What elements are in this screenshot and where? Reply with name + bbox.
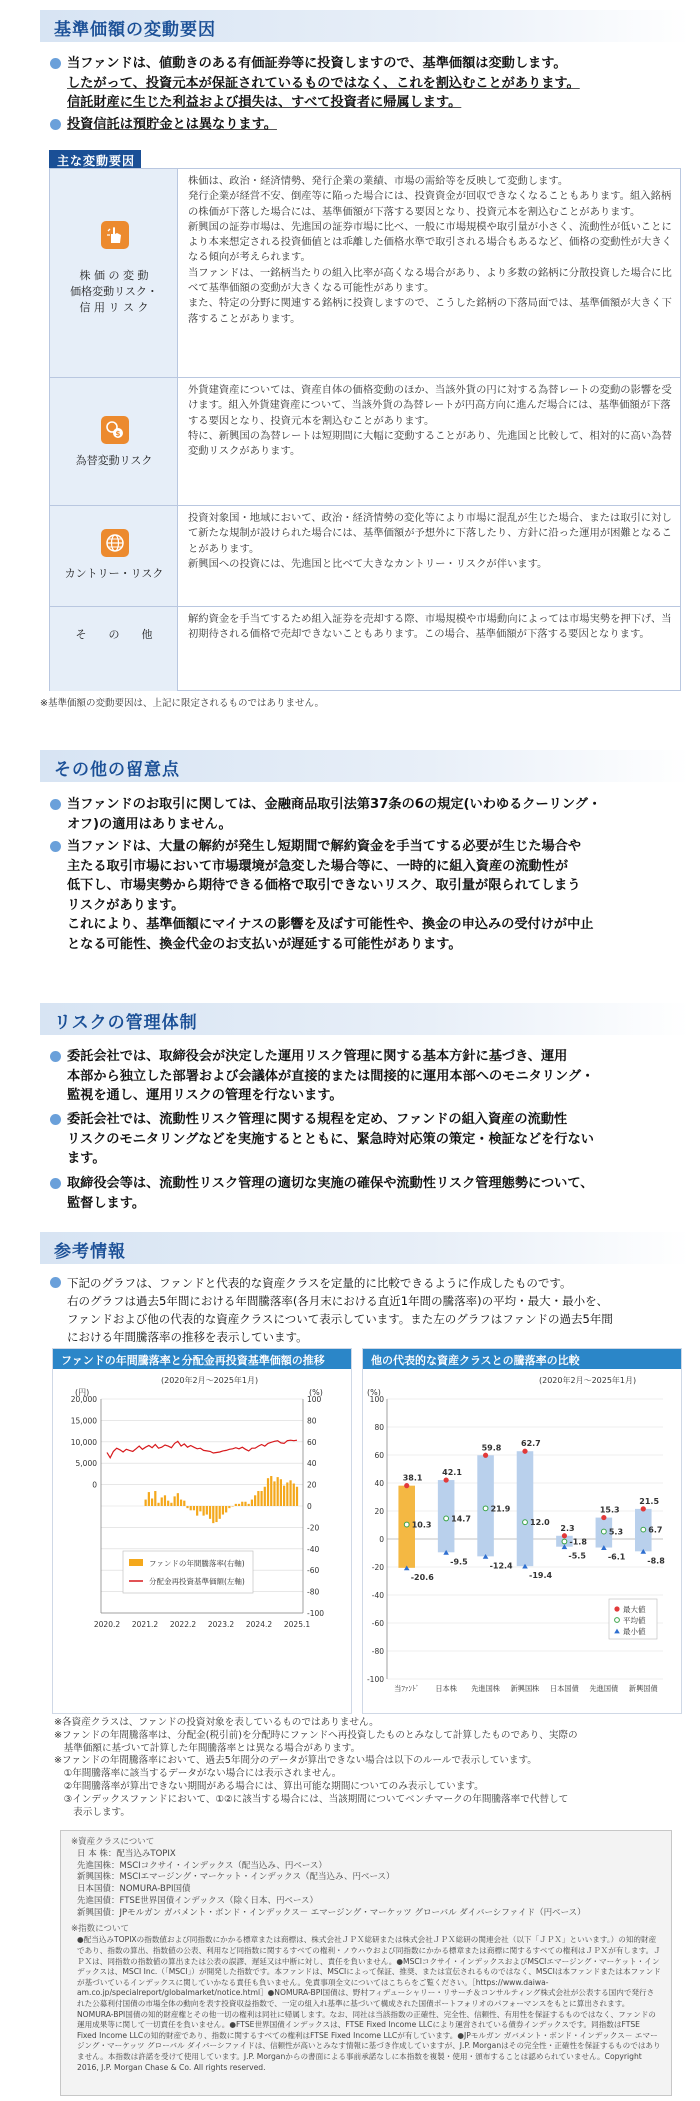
asset-class-line: 先進国株：MSCIコクサイ・インデックス（配当込み、円ベース） — [77, 1860, 327, 1871]
row-label: 為替変動リスク — [75, 454, 153, 467]
section-title: リスクの管理体制 — [54, 1013, 198, 1033]
max-label: 42.1 — [442, 1468, 462, 1478]
right-tick-label: 40 — [307, 1459, 317, 1469]
bullet-text: 主たる取引市場において市場環境が急変した場合等に、一時的に組入資産の流動性が — [67, 858, 569, 874]
max-label: 15.3 — [599, 1505, 620, 1515]
annual-return-bar — [190, 1506, 192, 1510]
svg-text:$: $ — [115, 430, 121, 438]
row-text: 新興国の証券市場は、先進国の証券市場に比べ、一般に市場規模や取引量が小さく、流動性が低いことにより本来想定される投資価値とは乖離した価格水準で取引される場合もあるなど、価格の変動性が大きくなる傾向が考えられます。 — [188, 220, 672, 264]
x-tick-label: 2021.2 — [131, 1620, 159, 1629]
annual-return-bar — [244, 1502, 246, 1506]
bullet-dot-icon — [50, 1277, 61, 1288]
row-text: また、特定の分野に関連する銘柄に投資しますので、こうした銘柄の下落局面では、基準価額が大きく下落することがあります。 — [188, 297, 672, 325]
category-label: 日本株 — [435, 1684, 457, 1693]
y-tick-label: 60 — [374, 1451, 384, 1460]
annual-return-bar — [170, 1503, 172, 1506]
legend-label: ファンドの年間騰落率(右軸) — [149, 1559, 245, 1568]
annual-return-bar — [225, 1506, 227, 1512]
annual-return-bar — [196, 1506, 198, 1516]
annual-return-bar — [209, 1506, 211, 1519]
bullet-3 — [50, 1174, 680, 1213]
bullet-text: 低下し、市場実勢から期待できる価格で取引できないリスク、取引量が限られてしまう — [67, 878, 581, 893]
min-label: -19.4 — [529, 1571, 553, 1581]
bullet-dot-icon — [50, 1178, 61, 1189]
row-text: 特に、新興国の為替レートは短期間に大幅に変動することがあり、先進国と比較して、相対的に高い為替変動リスクがあります。 — [188, 429, 672, 458]
avg-label: 12.0 — [530, 1518, 550, 1528]
bullet-text: 当ファンドは、値動きのある有価証券等に投資しますので、基準価額は変動します。 — [67, 56, 567, 71]
row-text: 株価は、政治・経済情勢、発行企業の業績、市場の需給等を反映して変動します。 — [188, 175, 569, 187]
bullet-text: 監視を通し、運用リスクの管理を行ないます。 — [67, 1088, 343, 1103]
section-header-notes — [40, 750, 690, 782]
index-disclaimer-text: ●配当込みTOPIXの指数値および同指数にかかる標章または商標は、株式会社ＪＰＸ総研または株式会社ＪＰＸ総研の関連会社（以下「ＪＰＸ」といいます。）の知的財産であり、指数の算出、指数値の公表、利用など同指数に関するすべての権利・ノウハウおよび同指数にかかる標章または商標に関するすべての権利はＪＰＸが有します。ＪＰＸは、同指数の指数値の算出または公表の誤謬、遅延又は中断に対し、責任を負いません。●MSCIコクサイ・インデックスおよびMSCIエマージング・マーケット・インデックスは、MSCI Inc.（「MSCI」）が開発した指数です。本ファンドは、MSCIによって保証、推奨、または宣伝されるものではなく、MSCIは本ファンドまたは本ファンドが基づいているインデックスに関していかなる責任も負いません。免責事項全文についてはこちらをご覧ください。［https://www.daiwa-am.co.jp/specialreport/globalmarket/notice.html］●NOMURA-BPI国債は、野村フィデューシャリー・リサーチ＆コンサルティング株式会社が公表する国内で発行された公募利付国債の市場全体の動向を表す投資収益指数で、一定の組入れ基準に基づいて構成された国債ポートフォリオのパフォーマンスをもとに算出されます。NOMURA-BPI国債の知的財産権とその他一切の権利は同社に帰属します。なお、同社は当該指数の正確性、完全性、信頼性、有用性を保証するものではなく、ファンドの運用成果等に関して一切責任を負いません。●FTSE世界国債インデックスは、FTSE Fixed Income LLCにより運営されている債券インデックスです。同指数はFTSE Fixed Income LLCの知的財産であり、指数に関するすべての権利はFTSE Fixed Income LLCが有しています。●JPモルガン ガバメント・ボンド・インデックス－ エマージング・マーケッツ グローバル ダイバーシファイドは、信頼性が高いとみなす情報に基づき作成していますが、J.P. Morganはその完全性・正確性を保証するものではありません。本指数は許諾を受けて使用しています。J.P. Morganからの書面による事前承諾なしに本指数を複製・使用・頒布することは認められていません。Copyright 2016, J.P. Morgan Chase & Co. All rights reserved. — [77, 1935, 661, 2072]
bullet-dot-icon — [50, 1051, 61, 1062]
intro-text: 下記のグラフは、ファンドと代表的な資産クラスを定量的に比較できるように作成したものです。 — [67, 1276, 572, 1290]
chart-period: (2020年2月～2025年1月) — [539, 1376, 637, 1385]
bullet-dot-icon — [50, 799, 61, 810]
section-header-risk-management — [40, 1003, 690, 1035]
asset-class-line: 日本国債：NOMURA-BPI国債 — [77, 1884, 191, 1895]
asset-class-line: 新興国債：JPモルガン ガバメント・ボンド・インデックス－ エマージング・マーケッツ グローバル ダイバーシファイド（円ベース） — [77, 1907, 586, 1918]
bullet-dot-icon — [50, 841, 61, 852]
max-marker — [641, 1506, 646, 1511]
row-label: 価格変動リスク・ — [70, 285, 158, 298]
note-line: ※ファンドの年間騰落率は、分配金(税引前)を分配時にファンドへ再投資したものとみなして計算したものであり、実際の — [54, 1729, 578, 1741]
nav-line — [107, 1440, 297, 1458]
avg-marker — [601, 1529, 606, 1534]
category-label: 当ﾌｧﾝﾄﾞ — [394, 1684, 420, 1693]
min-label: -5.5 — [568, 1551, 586, 1561]
row-text-cell — [178, 607, 680, 691]
y-tick-label: 80 — [374, 1423, 384, 1432]
bullet-text: 取締役会等は、流動性リスク管理の適切な実施の確保や流動性リスク管理態勢について、 — [67, 1176, 594, 1191]
annual-return-bar — [199, 1506, 201, 1511]
max-label: 21.5 — [639, 1496, 660, 1506]
annual-return-bar — [161, 1497, 163, 1506]
category-label: 先進国債 — [589, 1684, 619, 1693]
bullet-2 — [50, 1110, 680, 1169]
note-line: 表示します。 — [54, 1806, 130, 1818]
risk-table — [49, 168, 681, 691]
row-label: そ の 他 — [75, 628, 153, 641]
x-tick-label: 2023.2 — [207, 1620, 235, 1629]
y-tick-label: -20 — [371, 1563, 384, 1572]
legend-box — [123, 1551, 253, 1593]
annual-return-bar — [186, 1506, 188, 1508]
right-tick-label: -100 — [307, 1609, 325, 1618]
legend-label: 平均値 — [623, 1616, 646, 1625]
annual-return-bar — [257, 1491, 259, 1506]
note-line: ①年間騰落率に該当するデータがない場合には表示されません。 — [54, 1768, 342, 1780]
avg-label: 14.7 — [451, 1514, 471, 1524]
row-text: 発行企業が経営不安、倒産等に陥った場合には、投資資金が回収できなくなることもあります。組入銘柄の株価が下落した場合には、基準価額が下落する要因となり、投資元本を割込むことがあります。 — [188, 190, 672, 218]
bullet-text: 投資信託は預貯金とは異なります。 — [67, 117, 277, 132]
bullet-text: 委託会社では、流動性リスク管理に関する規程を定め、ファンドの組入資産の流動性 — [67, 1112, 568, 1127]
avg-label: 10.3 — [411, 1520, 432, 1530]
y-tick-label: 40 — [374, 1479, 384, 1488]
note-line: ※ファンドの年間騰落率において、過去5年間分のデータが算出できない場合は以下のルールで表示しています。 — [54, 1755, 537, 1767]
annual-return-bar — [183, 1501, 185, 1506]
asset-class-line: 日 本 株：配当込みTOPIX — [77, 1848, 176, 1859]
table-row — [50, 378, 680, 506]
annual-return-bar — [270, 1476, 272, 1506]
table-row — [50, 169, 680, 378]
category-label: 日本国債 — [550, 1684, 579, 1693]
annual-return-bar — [215, 1506, 217, 1522]
chart-notes — [54, 1717, 578, 1819]
min-label: -6.1 — [607, 1552, 626, 1562]
annual-return-bar — [293, 1484, 295, 1506]
avg-marker — [523, 1520, 528, 1525]
bullet-1 — [50, 54, 680, 113]
table-caption: 主な変動要因 — [49, 150, 141, 168]
y-tick-label: -100 — [366, 1675, 384, 1684]
annual-return-bar — [219, 1506, 221, 1519]
section-header-reference — [40, 1232, 690, 1264]
asset-class-line: 先進国債：FTSE世界国債インデックス（除く日本、円ベース） — [77, 1895, 319, 1906]
intro-text: における年間騰落率の推移を表示しています。 — [67, 1330, 308, 1344]
annual-return-bar — [228, 1506, 230, 1508]
annual-return-bar — [231, 1506, 233, 1507]
row-text: 当ファンドは、一銘柄当たりの組入比率が高くなる場合があり、より多数の銘柄に分散投資した場合に比べて基準価額の変動が大きくなる可能性があります。 — [188, 266, 672, 295]
annual-return-bar — [289, 1480, 291, 1506]
section-title: 基準価額の変動要因 — [54, 20, 216, 40]
annual-return-bar — [238, 1504, 240, 1506]
bullet-text: となる可能性、換金代金のお支払いが遅延する可能性があります。 — [67, 936, 462, 952]
avg-label: -1.8 — [569, 1537, 587, 1547]
min-label: -20.6 — [410, 1572, 434, 1582]
range-bar — [517, 1451, 534, 1566]
reference-intro — [50, 1274, 680, 1346]
annual-return-bar — [167, 1501, 169, 1506]
annual-return-bar — [151, 1499, 153, 1506]
bullet-text: 信託財産に生じた利益および損失は、すべて投資者に帰属します。 — [67, 95, 462, 110]
row-text-cell — [178, 169, 680, 377]
x-tick-label: 2024.2 — [245, 1620, 273, 1629]
chart-title: ファンドの年間騰落率と分配金再投資基準価額の推移 — [53, 1349, 351, 1369]
bullet-text: 監督します。 — [67, 1195, 146, 1211]
y-tick-label: -40 — [371, 1591, 384, 1600]
right-tick-label: 60 — [307, 1437, 317, 1447]
annual-return-bar — [248, 1504, 250, 1506]
chart-period: (2020年2月～2025年1月) — [161, 1376, 259, 1385]
section-title: 参考情報 — [54, 1242, 126, 1262]
annual-return-bar — [180, 1500, 182, 1506]
legend-label: 最大値 — [623, 1605, 646, 1614]
bullet-text: 当ファンドは、大量の解約が発生し短期間で解約資金を手当てする必要が生じた場合や — [67, 839, 582, 854]
legend-label: 分配金再投資基準価額(左軸) — [149, 1577, 245, 1586]
bullet-text: これにより、基準価額にマイナスの影響を及ぼす可能性や、換金の申込みの受付けが中止 — [67, 917, 594, 932]
bullet-dot-icon — [50, 1114, 61, 1125]
row-label-cell — [50, 506, 178, 606]
annual-return-bar — [296, 1487, 298, 1506]
legend-max-icon — [614, 1606, 619, 1611]
row-label: カントリー・リスク — [64, 567, 164, 580]
annual-return-bar — [241, 1502, 243, 1506]
max-label: 38.1 — [402, 1473, 423, 1483]
min-label: -9.5 — [450, 1557, 468, 1567]
max-marker — [483, 1453, 488, 1458]
annual-return-bar — [164, 1495, 166, 1506]
avg-marker — [641, 1527, 646, 1532]
x-tick-label: 2022.2 — [169, 1620, 197, 1629]
annual-return-bar — [280, 1479, 282, 1506]
bullet-text: 委託会社では、取締役会が決定した運用リスク管理に関する基本方針に基づき、運用 — [67, 1049, 568, 1064]
max-marker — [562, 1533, 567, 1538]
row-text: 新興国への投資には、先進国と比べて大きなカントリー・リスクが伴います。 — [188, 557, 548, 570]
avg-marker — [562, 1539, 567, 1544]
bullet-text: リスクのモニタリングなどを実施するとともに、緊急時対応策の策定・検証などを行ない — [67, 1131, 594, 1147]
left-tick-label: 5,000 — [75, 1459, 97, 1469]
category-label: 先進国株 — [471, 1684, 500, 1693]
right-tick-label: -60 — [307, 1566, 320, 1576]
hand-up-icon — [101, 221, 129, 249]
right-tick-label: 20 — [307, 1480, 317, 1490]
annual-return-bar — [235, 1504, 237, 1506]
annual-return-bar — [157, 1503, 159, 1506]
bullet-2 — [50, 837, 680, 954]
legend-swatch — [129, 1559, 143, 1566]
note-line: ③インデックスファンドにおいて、①②に該当する場合には、当該期間についてベンチマークの年間騰落率で代替して — [54, 1793, 569, 1805]
bullet-text: ます。 — [67, 1151, 106, 1166]
left-tick-label: 15,000 — [70, 1416, 97, 1426]
annual-return-bar — [283, 1486, 285, 1506]
bullet-text: 当ファンドのお取引に関しては、金融商品取引法第37条の6の規定(いわゆるクーリング・ — [67, 797, 602, 812]
right-chart-svg — [363, 1369, 681, 1713]
annual-return-bar — [286, 1482, 288, 1506]
annual-return-bar — [174, 1496, 176, 1506]
annual-return-bar — [203, 1506, 205, 1516]
row-label: 株 価 の 変 動 — [79, 269, 149, 282]
y-tick-label: -60 — [371, 1619, 384, 1628]
row-text: 外貨建資産については、資産自体の価格変動のほか、当該外貨の円に対する為替レートの変動の影響を受けます。組入外貨建資産について、当該外貨の為替レートが円高方向に進んだ場合には、基準価額が下落する要因となり、投資元本を割込むことがあります。 — [188, 384, 672, 427]
left-tick-label: 0 — [92, 1480, 97, 1490]
right-axis-unit: (%) — [309, 1388, 323, 1397]
note-line: 基準価額に基づいて計算した年間騰落率とは異なる場合があります。 — [54, 1742, 361, 1754]
section-header-fluctuation — [40, 10, 690, 42]
annual-return-bar — [222, 1506, 224, 1515]
y-tick-label: 100 — [369, 1395, 384, 1404]
max-marker — [404, 1483, 409, 1488]
max-marker — [522, 1449, 527, 1454]
note-line: ※各資産クラスは、ファンドの投資対象を表しているものではありません。 — [54, 1717, 379, 1728]
note-line: ②年間騰落率が算出できない期間がある場合には、算出可能な期間についてのみ表示しています。 — [54, 1780, 484, 1792]
annual-return-bar — [154, 1491, 156, 1506]
right-tick-label: -20 — [307, 1523, 320, 1533]
row-label-cell — [50, 378, 178, 505]
row-label-cell — [50, 607, 178, 691]
annual-return-bar — [260, 1491, 262, 1506]
left-axis-unit: (円) — [75, 1388, 90, 1397]
bullet-2 — [50, 115, 680, 135]
x-tick-label: 2020.2 — [93, 1620, 121, 1629]
disclaimer-heading: ※資産クラスについて — [71, 1837, 155, 1847]
annual-return-bar — [264, 1487, 266, 1506]
annual-return-bar — [193, 1506, 195, 1510]
min-label: -12.4 — [489, 1561, 513, 1571]
right-tick-label: 100 — [307, 1395, 322, 1404]
left-chart — [52, 1348, 352, 1714]
currency-exchange-icon — [101, 416, 129, 444]
right-chart — [362, 1348, 682, 1714]
disclaimer-heading: ※指数について — [71, 1923, 129, 1934]
row-text-cell — [178, 506, 680, 606]
table-row — [50, 607, 680, 691]
asset-class-line: 新興国株：MSCIエマージング・マーケット・インデックス（配当込み、円ベース） — [77, 1872, 395, 1883]
avg-label: 6.7 — [648, 1525, 663, 1535]
chart-title: 他の代表的な資産クラスとの騰落率の比較 — [363, 1349, 681, 1369]
bullet-1 — [50, 795, 680, 834]
right-tick-label: -40 — [307, 1544, 320, 1554]
max-label: 62.7 — [521, 1439, 541, 1449]
min-label: -8.8 — [647, 1556, 665, 1566]
max-marker — [601, 1515, 606, 1520]
row-text-cell — [178, 378, 680, 505]
annual-return-bar — [273, 1481, 275, 1506]
x-tick-label: 2025.1 — [283, 1620, 311, 1629]
bullet-text: したがって、投資元本が保証されているものではなく、これを割込むことがあります。 — [67, 75, 580, 91]
annual-return-bar — [148, 1492, 150, 1506]
table-row — [50, 506, 680, 607]
row-text: 投資対象国・地域において、政治・経済情勢の変化等により市場に混乱が生じた場合、または取引に対して新たな規制が設けられた場合には、基準価額が予想外に下落したり、方針に沿った運用が困難となることがあります。 — [188, 512, 672, 555]
legend-label: 最小値 — [623, 1627, 646, 1636]
max-label: 2.3 — [560, 1523, 575, 1533]
avg-label: 21.9 — [490, 1504, 511, 1514]
row-label-cell — [50, 169, 178, 377]
disclaimer-box — [60, 1830, 672, 2096]
axis-unit: (%) — [367, 1388, 381, 1397]
max-label: 59.8 — [481, 1443, 502, 1453]
y-tick-label: -80 — [371, 1647, 384, 1656]
left-chart-svg — [53, 1369, 351, 1713]
row-label: 信 用 リ ス ク — [79, 301, 149, 314]
bullet-text: リスクがあります。 — [67, 897, 185, 913]
section-title: その他の留意点 — [54, 760, 180, 780]
right-tick-label: -80 — [307, 1587, 320, 1597]
annual-return-bar — [267, 1478, 269, 1506]
left-tick-label: 20,000 — [70, 1395, 97, 1404]
avg-marker — [483, 1506, 488, 1511]
annual-return-bar — [277, 1477, 279, 1506]
y-tick-label: 20 — [374, 1507, 384, 1516]
annual-return-bar — [177, 1493, 179, 1506]
bullet-1 — [50, 1047, 680, 1106]
annual-return-bar — [206, 1506, 208, 1515]
category-label: 新興国株 — [510, 1684, 540, 1693]
annual-return-bar — [254, 1495, 256, 1506]
left-tick-label: 10,000 — [70, 1437, 97, 1447]
annual-return-bar — [212, 1506, 214, 1523]
footnote: ※基準価額の変動要因は、上記に限定されるものではありません。 — [40, 698, 325, 709]
max-marker — [444, 1477, 449, 1482]
bullet-text: 本部から独立した部署および会議体が直接的または間接的に運用本部へのモニタリング・ — [67, 1068, 595, 1084]
annual-return-bar — [145, 1500, 147, 1506]
globe-icon — [101, 529, 129, 557]
legend-avg-icon — [615, 1618, 620, 1623]
bullet-dot-icon — [50, 119, 61, 130]
y-tick-label: 0 — [379, 1535, 384, 1544]
annual-return-bar — [251, 1500, 253, 1506]
right-tick-label: 0 — [307, 1502, 312, 1511]
row-text: 解約資金を手当てするため組入証券を売却する際、市場規模や市場動向によっては市場実勢を押下げ、当初期待される価格で売却できないこともあります。この場合、基準価額が下落する要因となります。 — [188, 613, 672, 641]
right-tick-label: 80 — [307, 1416, 317, 1426]
avg-marker — [404, 1522, 409, 1527]
intro-text: 右のグラフは過去5年間における年間騰落率(各月末における直近1年間の騰落率)の平均・最大・最小を、 — [67, 1294, 609, 1308]
intro-text: ファンドおよび他の代表的な資産クラスについて表示しています。また左のグラフはファンドの過去5年間 — [67, 1312, 613, 1326]
bullet-text: オフ)の適用はありません。 — [67, 816, 232, 832]
bullet-dot-icon — [50, 58, 61, 69]
avg-marker — [444, 1516, 449, 1521]
category-label: 新興国債 — [628, 1684, 658, 1693]
avg-label: 5.3 — [608, 1527, 624, 1537]
